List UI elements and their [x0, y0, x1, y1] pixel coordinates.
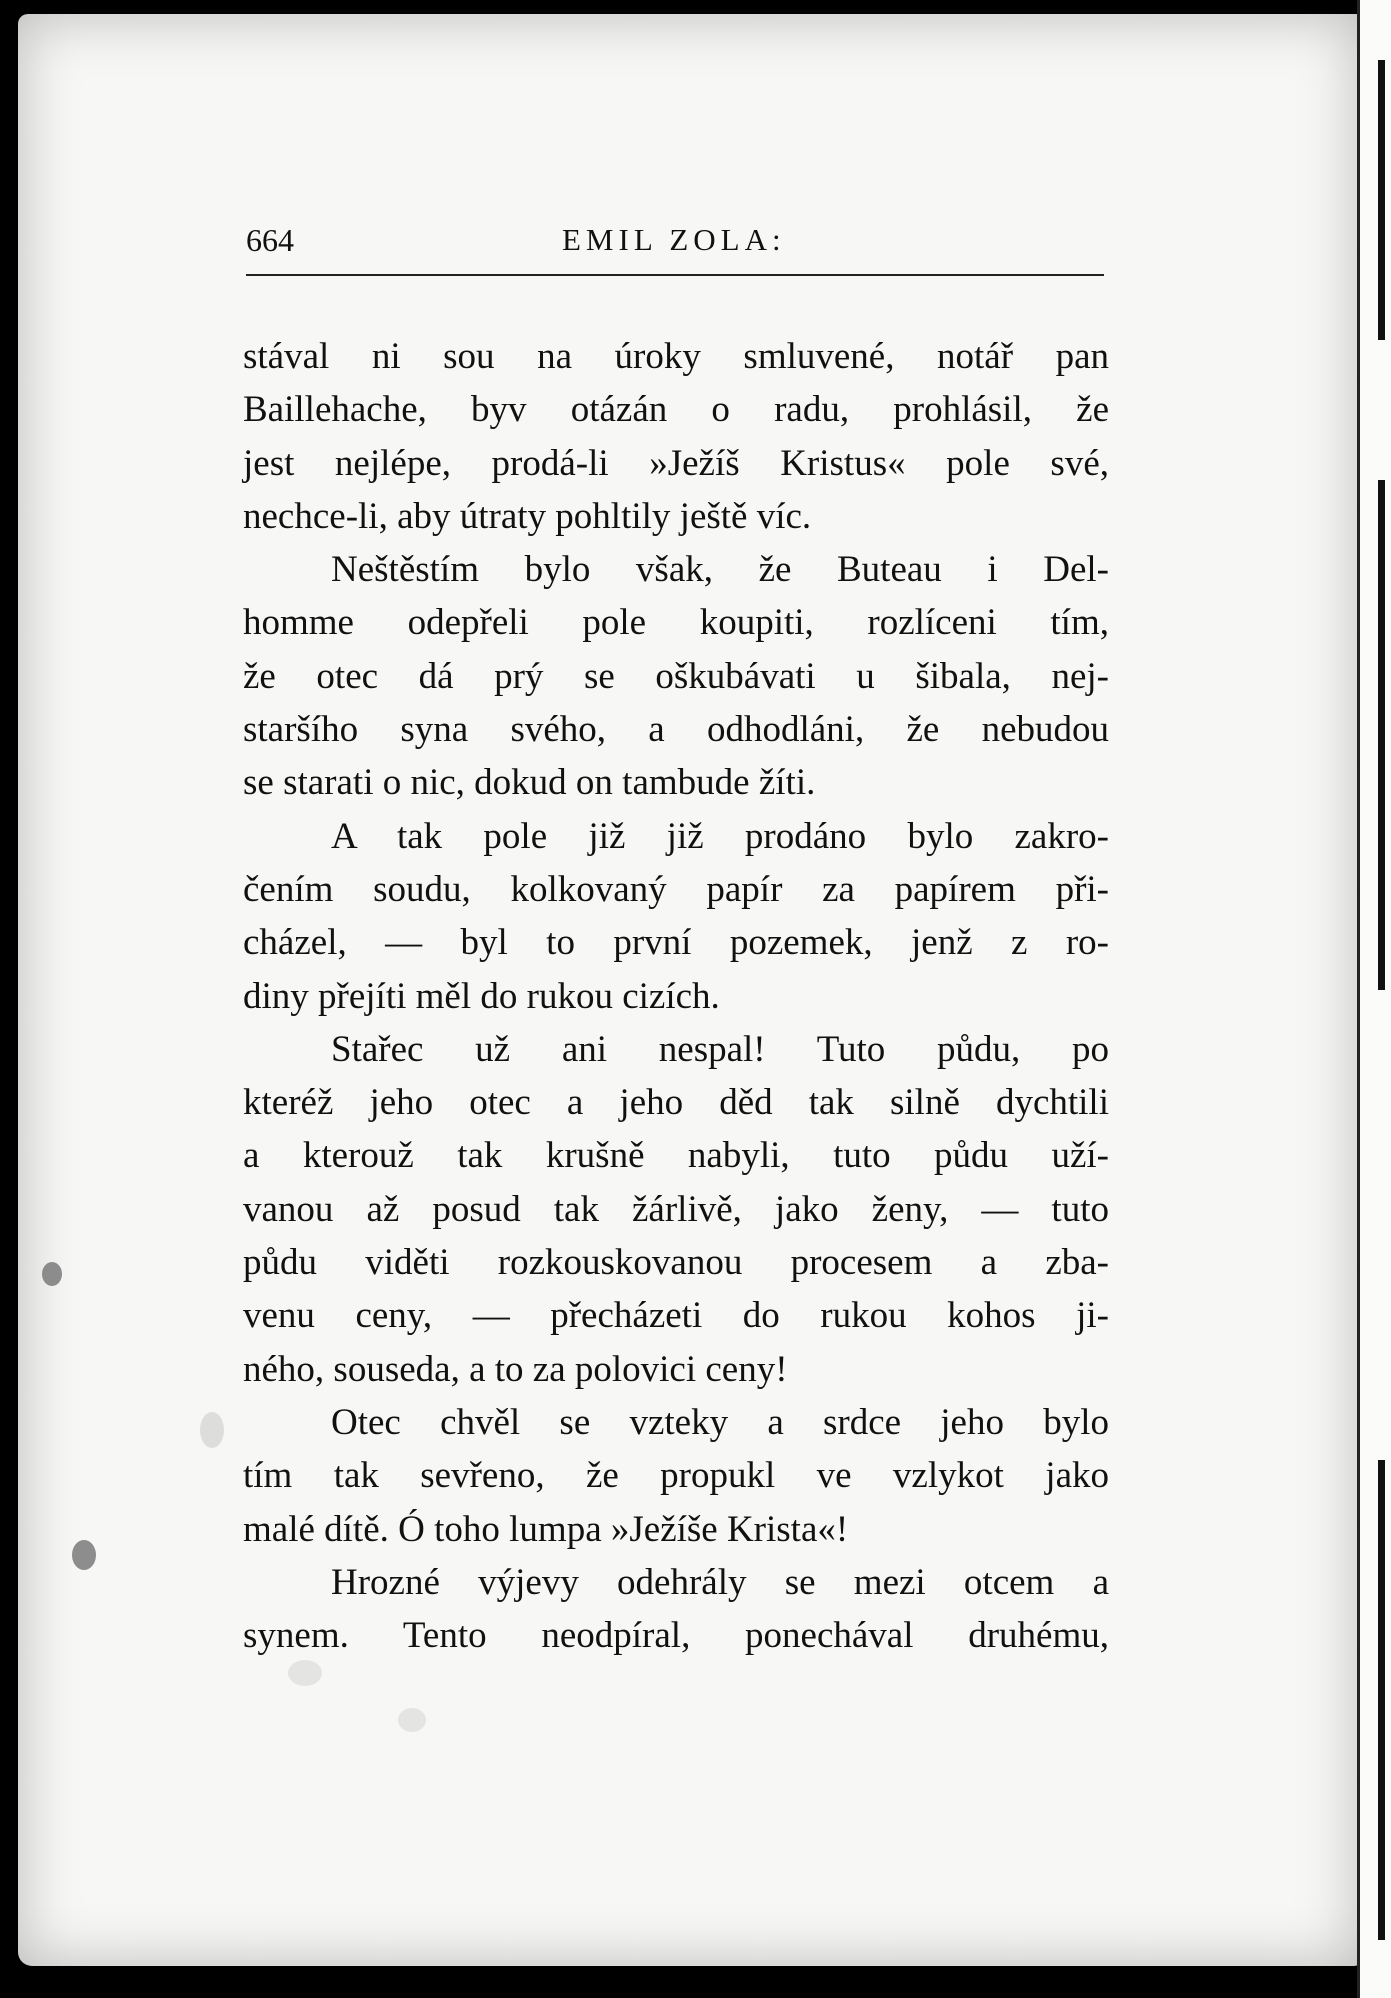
- text-line: stával ni sou na úroky smluvené, notář pan: [243, 336, 1109, 377]
- text-line: a kterouž tak krušně nabyli, tuto půdu uží-: [243, 1135, 1109, 1177]
- ink-blot: [288, 1660, 322, 1686]
- text-line: nechce-li, aby útraty pohltily ještě víc.: [243, 495, 812, 537]
- text-line: homme odepřeli pole koupiti, rozlíceni tím,: [243, 602, 1109, 644]
- text-line: Otec chvěl se vzteky a srdce jeho bylo: [331, 1401, 1109, 1443]
- text-line: staršího syna svého, a odhodláni, že nebudou: [243, 709, 1109, 751]
- text-line: malé dítě. Ó toho lumpa »Ježíše Krista«!: [243, 1508, 849, 1550]
- ink-blot: [200, 1412, 224, 1448]
- text-line: půdu viděti rozkouskovanou procesem a zba-: [243, 1242, 1109, 1284]
- running-title: EMIL ZOLA:: [562, 222, 786, 257]
- text-line: vanou až posud tak žárlivě, jako ženy, — tuto: [243, 1188, 1109, 1230]
- text-line: A tak pole již již prodáno bylo zakro-: [331, 815, 1109, 857]
- spine-mark: [1378, 1460, 1385, 1940]
- ink-blot: [72, 1540, 96, 1570]
- text-line: tím tak sevřeno, že propukl ve vzlykot jako: [243, 1455, 1109, 1497]
- text-line: Stařec už ani nespal! Tuto půdu, po: [331, 1028, 1109, 1070]
- header-rule: [246, 274, 1104, 276]
- text-line: diny přejíti měl do rukou cizích.: [243, 975, 720, 1017]
- spine-mark: [1378, 480, 1385, 990]
- text-line: čením soudu, kolkovaný papír za papírem při-: [243, 868, 1109, 910]
- text-line: že otec dá prý se oškubávati u šibala, nej-: [243, 655, 1109, 697]
- text-line: kteréž jeho otec a jeho děd tak silně dychtili: [243, 1082, 1109, 1124]
- ink-blot: [398, 1708, 426, 1732]
- page-number: 664: [246, 222, 294, 258]
- spine-mark: [1378, 60, 1385, 340]
- text-line: Hrozné výjevy odehrály se mezi otcem a: [331, 1561, 1109, 1603]
- text-line: se starati o nic, dokud on tambude žíti.: [243, 762, 816, 804]
- page-header: [246, 222, 1104, 256]
- ink-blot: [42, 1262, 62, 1286]
- book-edge: [1357, 0, 1391, 1998]
- text-line: Neštěstím bylo však, že Buteau i Del-: [331, 549, 1109, 591]
- text-line: Baillehache, byv otázán o radu, prohlásil, že: [243, 389, 1109, 431]
- text-line: cházel, — byl to první pozemek, jenž z ro-: [243, 922, 1109, 964]
- text-line: jest nejlépe, prodá-li »Ježíš Kristus« pole své,: [243, 442, 1109, 484]
- text-line: venu ceny, — přecházeti do rukou kohos ji-: [243, 1295, 1109, 1337]
- body-text: [243, 330, 1109, 1662]
- text-line: synem. Tento neodpíral, ponechával druhému,: [243, 1615, 1109, 1657]
- text-line: ného, souseda, a to za polovici ceny!: [243, 1348, 788, 1390]
